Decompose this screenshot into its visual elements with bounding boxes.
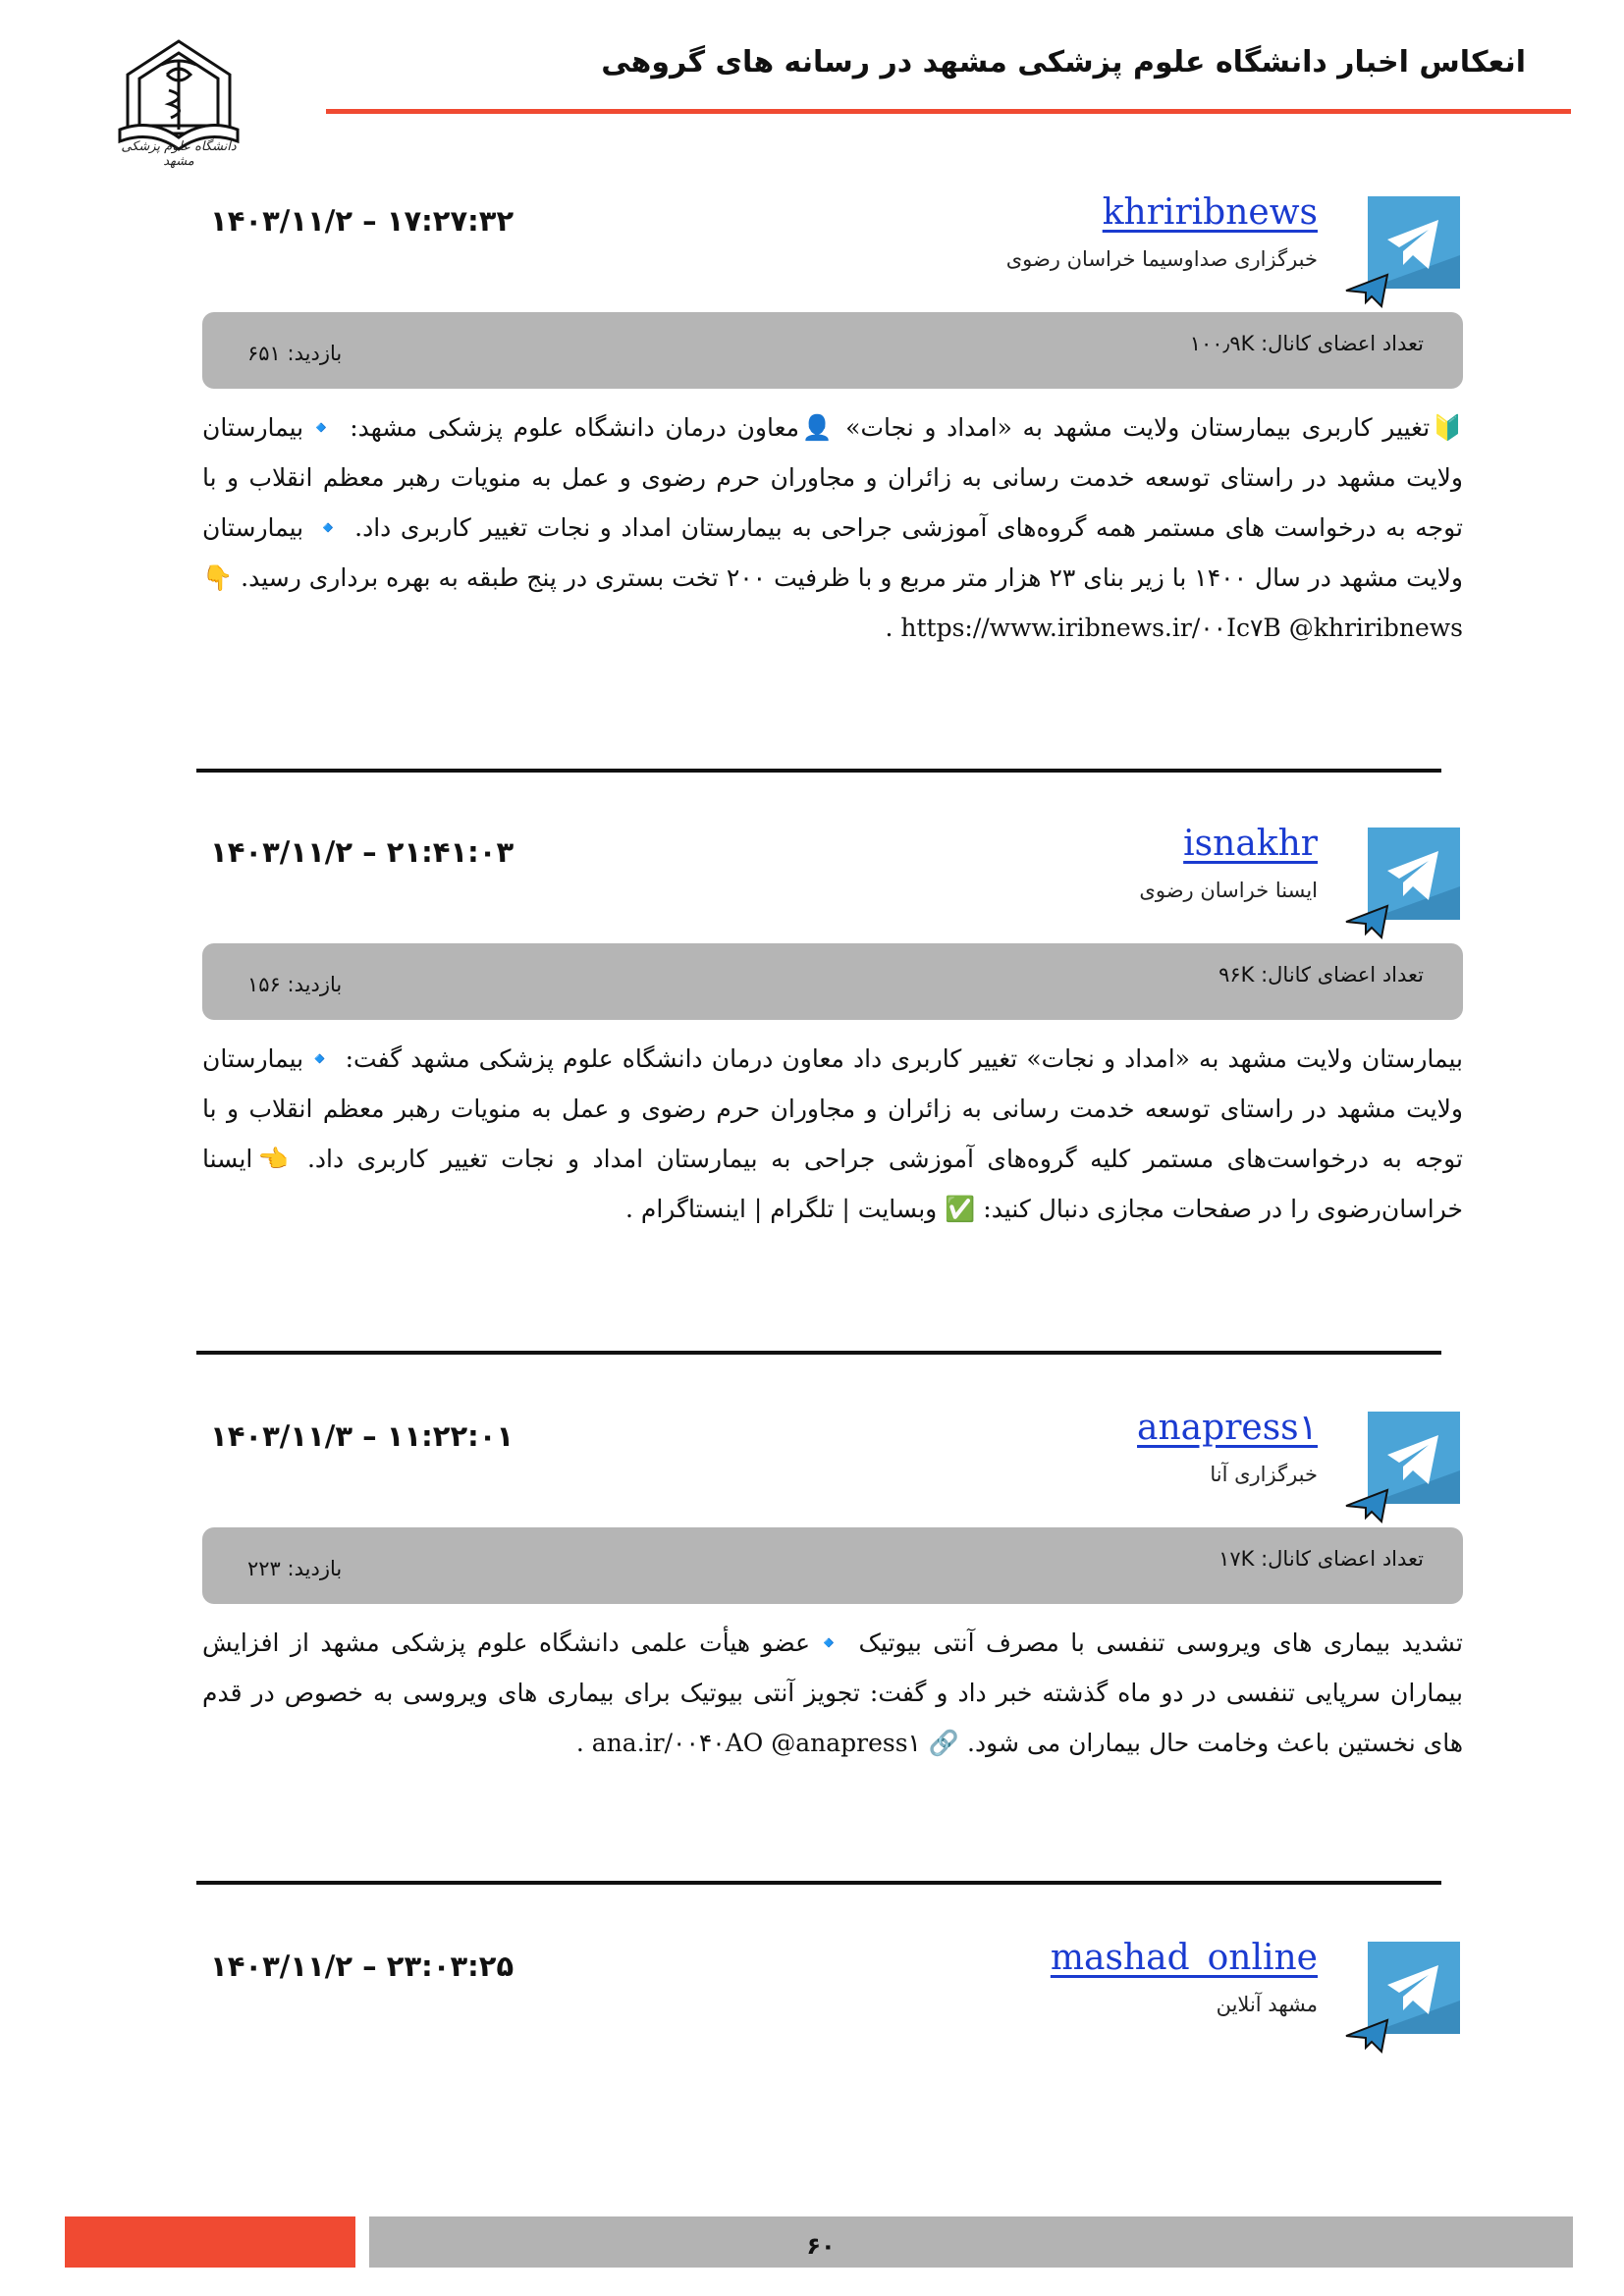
telegram-icon[interactable] [1342,196,1460,316]
logo-caption: دانشگاه علوم پزشکی مشهد [121,139,237,169]
channel-name: خبرگزاری آنا [1210,1463,1318,1486]
telegram-icon[interactable] [1342,1942,1460,2061]
post-divider [196,1881,1441,1885]
stats-bar [202,1527,1463,1604]
post-date: ۱۴۰۳/۱۱/۲ – ۱۷:۲۷:۳۲ [210,204,514,238]
post-date: ۱۴۰۳/۱۱/۲ – ۲۱:۴۱:۰۳ [210,835,514,869]
telegram-icon[interactable] [1342,828,1460,947]
page-number: ۶۰ [806,2232,836,2260]
channel-name: خبرگزاری صداوسیما خراسان رضوی [1005,247,1318,271]
members-count: تعداد اعضای کانال: ۱۰۰٫۹K [1189,332,1424,355]
views-count: بازدید: ۲۲۳ [247,1557,343,1580]
stats-bar [202,312,1463,389]
post-body: 🔰تغییر کاربری بیمارستان ولایت مشهد به «امداد و نجات» 👤معاون درمان دانشگاه علوم پزشکی مشهد: 🔹بیمارستان ولایت مشهد در راستای توسعه خدمت رسانی به زائران و مجاوران حرم رضوی و عمل به منویات رهبر معظم انقلاب و با توجه به درخواست های مستمر همه گروه‌های آموزشی جراحی به بیمارستان امداد و نجات تغییر کاربری داد. 🔹 بیمارستان ولایت مشهد در سال ۱۴۰۰ با زیر بنای ۲۳ هزار متر مربع و با ظرفیت ۲۰۰ تخت بستری در پنج طبقه به بهره برداری رسید. 👇 https://www.iribnews.ir/۰۰Ic۷B @khriribnews . [202,413,1463,642]
page-title: انعکاس اخبار دانشگاه علوم پزشکی مشهد در رسانه های گروهی [601,45,1526,80]
post-divider [196,769,1441,773]
post-date: ۱۴۰۳/۱۱/۲ – ۲۳:۰۳:۲۵ [210,1949,514,1983]
post-divider [196,1351,1441,1355]
members-count: تعداد اعضای کانال: ۱۷K [1218,1547,1424,1571]
channel-name: مشهد آنلاین [1216,1993,1318,2016]
header-divider [326,109,1571,114]
channel-handle-link[interactable]: khriribnews [1102,192,1318,233]
channel-name: ایسنا خراسان رضوی [1139,879,1318,902]
views-count: بازدید: ۶۵۱ [247,342,343,365]
footer-gray-bar [369,2216,1573,2268]
post-body: بیمارستان ولایت مشهد به «امداد و نجات» تغییر کاربری داد معاون درمان دانشگاه علوم پزشکی مشهد گفت: 🔹بیمارستان ولایت مشهد در راستای توسعه خدمت رسانی به زائران و مجاوران حرم رضوی و عمل به منویات رهبر معظم انقلاب و با توجه به درخواست‌های مستمر کلیه گروه‌های آموزشی جراحی به بیمارستان امداد و نجات تغییر کاربری داد. 👈ایسنا خراسان‌رضوی را در صفحات مجازی دنبال کنید: ✅ وبسایت | تلگرام | اینستاگرام . [202,1044,1463,1223]
channel-handle-link[interactable]: anapress۱ [1137,1408,1318,1448]
post-body: تشدید بیماری های ویروسی تنفسی با مصرف آنتی بیوتیک 🔹عضو هیأت علمی دانشگاه علوم پزشکی مشهد از افزایش بیماران سرپایی تنفسی در دو ماه گذشته خبر داد و گفت: تجویز آنتی بیوتیک برای بیماری های ویروسی به خصوص در قدم های نخستین باعث وخامت حال بیماران می شود. 🔗 ana.ir/۰۰۴۰AO @anapress۱ . [202,1629,1463,1757]
channel-handle-link[interactable]: mashad_online [1050,1938,1318,1978]
views-count: بازدید: ۱۵۶ [247,973,343,996]
footer-accent-bar [65,2216,355,2268]
telegram-icon[interactable] [1342,1412,1460,1531]
members-count: تعداد اعضای کانال: ۹۶K [1218,963,1424,987]
post-date: ۱۴۰۳/۱۱/۳ – ۱۱:۲۲:۰۱ [210,1419,514,1453]
channel-handle-link[interactable]: isnakhr [1183,824,1318,864]
stats-bar [202,943,1463,1020]
